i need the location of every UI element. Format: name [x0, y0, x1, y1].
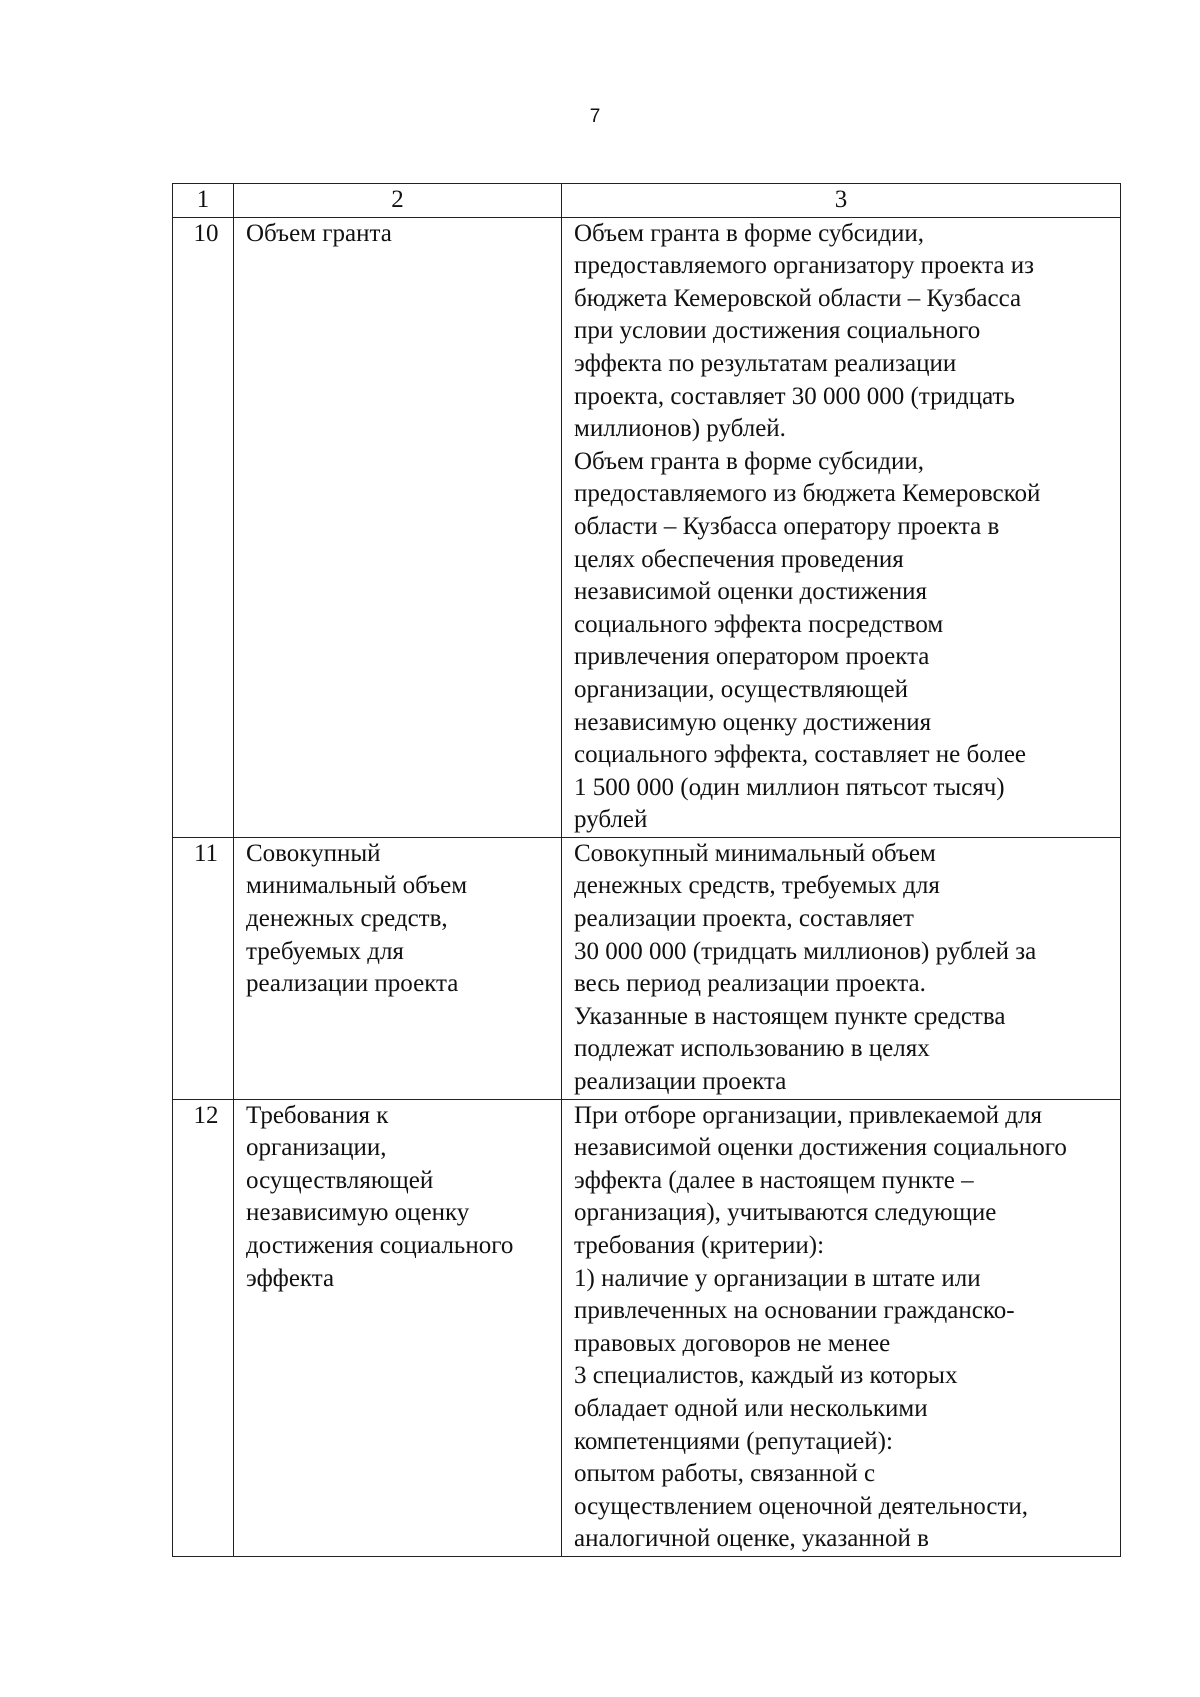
table-header-row [173, 184, 1121, 218]
row-description-line: 30 000 000 (тридцать миллионов) рублей за [574, 937, 1037, 965]
row-description-line: эффекта по результатам реализации [574, 349, 957, 377]
row-description-line: бюджета Кемеровской области – Кузбасса [574, 284, 1022, 312]
row-name-line: Объем гранта [246, 219, 392, 247]
row-description-line: требования (критерии): [574, 1232, 825, 1259]
row-description-line: социального эффекта, составляет не более [574, 741, 1027, 769]
row-description-line: реализации проекта [574, 1068, 787, 1096]
header-col-2: 2 [234, 184, 562, 218]
header-col-3: 3 [562, 184, 1121, 218]
row-description-line: аналогичной оценке, указанной в [574, 1525, 929, 1553]
row-description-line: независимую оценку достижения [574, 708, 932, 736]
row-name [234, 217, 562, 837]
row-description-line: миллионов) рублей. [574, 415, 786, 443]
table-row [173, 837, 1121, 1099]
row-description-line: При отборе организации, привлекаемой для [574, 1101, 1042, 1129]
row-name-line: Требования к [246, 1101, 389, 1129]
row-description-line: подлежат использованию в целях [574, 1035, 930, 1063]
row-description-line: привлеченных на основании гражданско- [574, 1297, 1015, 1325]
row-description-line: обладает одной или несколькими [574, 1394, 928, 1422]
row-description [562, 217, 1121, 837]
row-number: 11 [173, 837, 234, 1099]
row-description-line: эффекта (далее в настоящем пункте – [574, 1166, 974, 1194]
table-row [173, 217, 1121, 837]
row-description-line: привлечения оператором проекта [574, 643, 930, 671]
row-description-line: при условии достижения социального [574, 317, 981, 345]
table-row [173, 1099, 1121, 1556]
row-description-line: целях обеспечения проведения [574, 545, 904, 573]
row-description-line: предоставляемого из бюджета Кемеровской [574, 480, 1041, 508]
row-name-line: осуществляющей [246, 1166, 434, 1194]
row-description-line: Указанные в настоящем пункте средства [574, 1002, 1006, 1030]
row-name-line: Совокупный [246, 839, 381, 867]
row-description-line: организация), учитываются следующие [574, 1199, 997, 1227]
row-description-line: правовых договоров не менее [574, 1329, 891, 1357]
row-name-line: минимальный объем [246, 872, 468, 900]
row-description-line: Объем гранта в форме субсидии, [574, 219, 924, 247]
row-name-line: эффекта [246, 1264, 335, 1292]
row-name [234, 1099, 562, 1556]
row-description-line: весь период реализации проекта. [574, 970, 926, 998]
row-number: 12 [173, 1099, 234, 1556]
row-name [234, 837, 562, 1099]
row-name-line: реализации проекта [246, 970, 459, 998]
row-description-line: 1 500 000 (один миллион пятьсот тысяч) [574, 773, 1005, 801]
row-description-line: области – Кузбасса оператору проекта в [574, 512, 1000, 540]
row-description [562, 1099, 1121, 1556]
page-number: 7 [589, 106, 601, 127]
row-description-line: Совокупный минимальный объем [574, 839, 936, 867]
row-description-line: организации, осуществляющей [574, 675, 908, 703]
row-description-line: предоставляемого организатору проекта из [574, 252, 1035, 280]
row-description-line: денежных средств, требуемых для [574, 872, 940, 900]
row-description-line: рублей [574, 806, 648, 834]
requirements-table [172, 183, 1121, 1557]
row-description-line: независимой оценки достижения социального [574, 1134, 1067, 1162]
header-col-1: 1 [173, 184, 234, 218]
row-description-line: социального эффекта посредством [574, 610, 944, 638]
row-name-line: достижения социального [246, 1232, 514, 1259]
row-description-line: независимой оценки достижения [574, 578, 928, 606]
row-description-line: компетенциями (репутацией): [574, 1427, 893, 1455]
row-description-line: опытом работы, связанной с [574, 1460, 876, 1488]
row-description-line: 3 специалистов, каждый из которых [574, 1362, 958, 1390]
row-description-line: реализации проекта, составляет [574, 905, 914, 933]
row-description-line: 1) наличие у организации в штате или [574, 1264, 981, 1292]
row-name-line: независимую оценку [246, 1199, 470, 1227]
row-description [562, 837, 1121, 1099]
row-description-line: Объем гранта в форме субсидии, [574, 447, 924, 475]
row-number: 10 [173, 217, 234, 837]
row-name-line: организации, [246, 1134, 387, 1162]
row-description-line: проекта, составляет 30 000 000 (тридцать [574, 382, 1015, 410]
row-name-line: требуемых для [246, 937, 404, 965]
row-name-line: денежных средств, [246, 905, 448, 933]
row-description-line: осуществлением оценочной деятельности, [574, 1492, 1029, 1520]
